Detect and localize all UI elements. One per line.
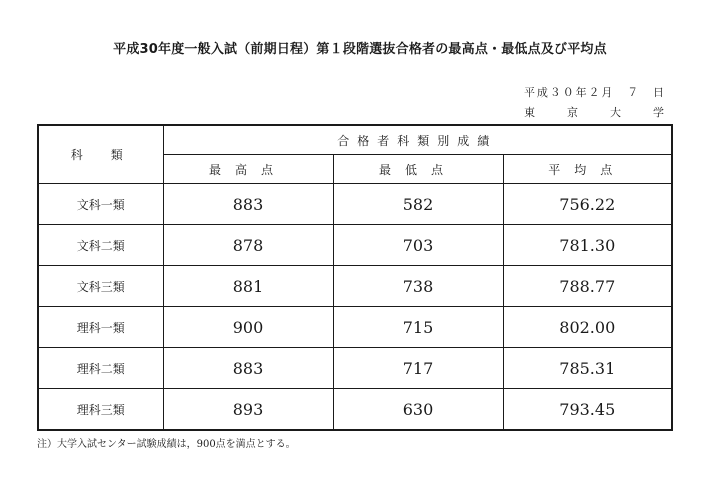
max-score: 881 (163, 266, 333, 307)
avg-score: 756.22 (503, 184, 672, 225)
max-score: 883 (163, 348, 333, 389)
min-score: 630 (333, 389, 503, 431)
max-score: 883 (163, 184, 333, 225)
page-title: 平成30年度一般入試（前期日程）第１段階選抜合格者の最高点・最低点及び平均点 (113, 42, 607, 57)
issue-date: 平成３０年２月 ７ 日 (524, 86, 664, 99)
row-category: 理科三類 (38, 389, 163, 431)
min-score: 703 (333, 225, 503, 266)
group-header: 合格者科類別成績 (163, 125, 672, 155)
table-row (38, 184, 672, 225)
avg-score: 802.00 (503, 307, 672, 348)
row-category: 文科一類 (38, 184, 163, 225)
table-row (38, 307, 672, 348)
avg-score: 788.77 (503, 266, 672, 307)
max-score: 878 (163, 225, 333, 266)
table-row (38, 225, 672, 266)
min-score: 582 (333, 184, 503, 225)
score-table (37, 124, 673, 431)
column-header-min: 最低点 (333, 155, 503, 184)
issuer-name: 東 京 大 学 (524, 106, 664, 119)
avg-score: 793.45 (503, 389, 672, 431)
max-score: 900 (163, 307, 333, 348)
category-header: 科 類 (38, 125, 163, 184)
row-category: 理科二類 (38, 348, 163, 389)
column-header-max: 最高点 (163, 155, 333, 184)
row-category: 文科三類 (38, 266, 163, 307)
footnote: 注）大学入試センター試験成績は，900点を満点とする。 (37, 439, 296, 450)
min-score: 738 (333, 266, 503, 307)
table-row (38, 348, 672, 389)
max-score: 893 (163, 389, 333, 431)
table-row (38, 266, 672, 307)
avg-score: 781.30 (503, 225, 672, 266)
row-category: 文科二類 (38, 225, 163, 266)
column-header-avg: 平均点 (503, 155, 672, 184)
row-category: 理科一類 (38, 307, 163, 348)
table-row (38, 389, 672, 431)
min-score: 717 (333, 348, 503, 389)
avg-score: 785.31 (503, 348, 672, 389)
min-score: 715 (333, 307, 503, 348)
